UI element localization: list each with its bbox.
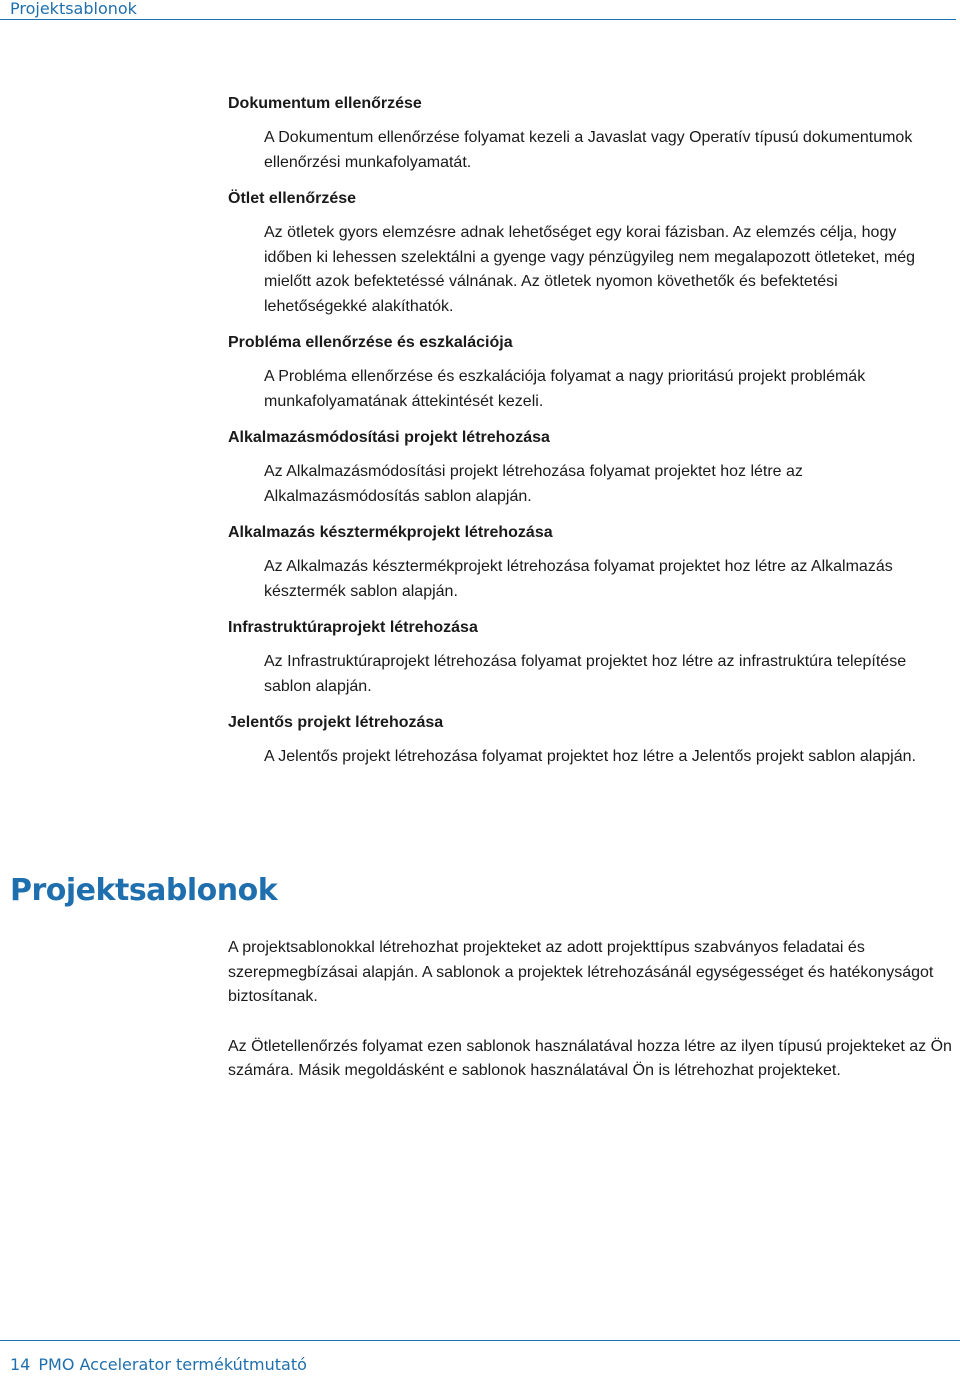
section-body [228,936,954,1109]
section-heading: Projektsablonok [10,873,278,908]
process-entry [228,187,948,319]
page-footer [10,1356,307,1374]
process-entry [228,426,948,509]
entry-title: Infrastruktúraprojekt létrehozása [228,619,478,636]
process-entry [228,521,948,604]
templates-section [10,872,952,1079]
process-entry [228,711,948,770]
running-header-title: Projektsablonok [10,0,137,18]
entry-description: Az ötletek gyors elemzésre adnak lehetőséget egy korai fázisban. Az elemzés célja, hogy időben ki lehessen szelektálni a gyenge vagy pénzügyileg nem megalapozott ötleteket, még mielőtt azok befektetéssé válnának. Az ötletek nyomon követhetők és befektetési lehetőségekké alakíthatók. [264,224,916,315]
footer-rule [0,1340,960,1341]
process-list [228,92,948,782]
entry-title: Dokumentum ellenőrzése [228,95,422,112]
entry-title: Alkalmazás késztermékprojekt létrehozása [228,524,553,541]
entry-title: Jelentős projekt létrehozása [228,714,444,731]
process-entry [228,616,948,699]
entry-description: A Dokumentum ellenőrzése folyamat kezeli a Javaslat vagy Operatív típusú dokumentumok ellenőrzési munkafolyamatát. [264,129,913,171]
entry-description: A Probléma ellenőrzése és eszkalációja folyamat a nagy prioritású projekt problémák munkafolyamatának áttekintését kezeli. [264,368,866,410]
entry-description: A Jelentős projekt létrehozása folyamat projektet hoz létre a Jelentős projekt sablon alapján. [264,748,916,765]
page-number: 14 [10,1355,31,1374]
entry-title: Probléma ellenőrzése és eszkalációja [228,334,513,351]
entry-title: Ötlet ellenőrzése [228,190,357,207]
entry-description: Az Infrastruktúraprojekt létrehozása folyamat projektet hoz létre az infrastruktúra telepítése sablon alapján. [264,653,907,695]
entry-title: Alkalmazásmódosítási projekt létrehozása [228,429,550,446]
header-rule [0,19,956,20]
entry-description: Az Alkalmazásmódosítási projekt létrehozása folyamat projektet hoz létre az Alkalmazásmódosítás sablon alapján. [264,463,803,505]
section-paragraph: A projektsablonokkal létrehozhat projekteket az adott projekttípus szabványos feladatai és szerepmegbízásai alapján. A sablonok a projektek létrehozásánál egységességet és hatékonyságot biztosítanak. [228,939,934,1005]
footer-title: PMO Accelerator termékútmutató [38,1355,307,1374]
entry-description: Az Alkalmazás késztermékprojekt létrehozása folyamat projektet hoz létre az Alkalmazás késztermék sablon alapján. [264,558,893,600]
process-entry [228,331,948,414]
section-paragraph: Az Ötletellenőrzés folyamat ezen sablonok használatával hozza létre az ilyen típusú projekteket az Ön számára. Másik megoldásként e sablonok használatával Ön is létrehozhat projekteket. [228,1037,952,1079]
process-entry [228,92,948,175]
